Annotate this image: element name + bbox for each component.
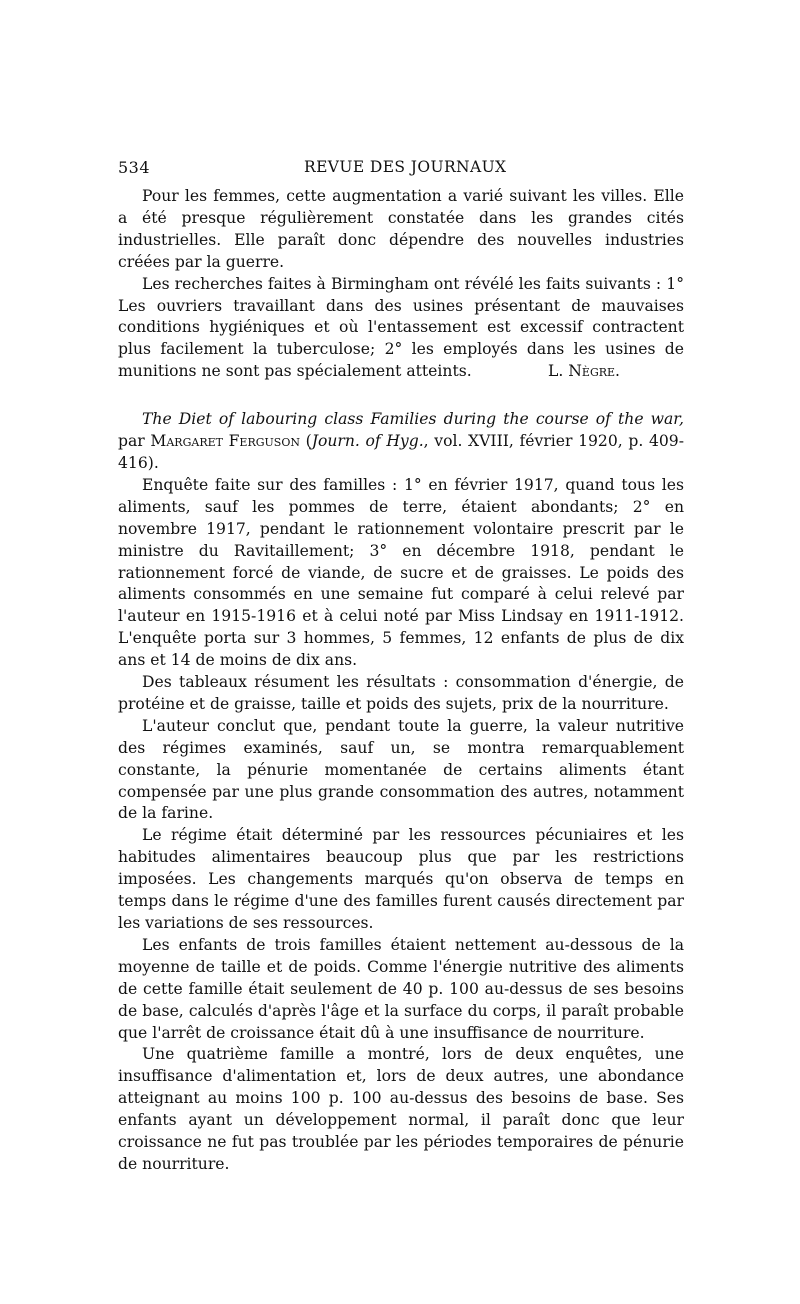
paragraph-survey-method: Enquête faite sur des familles : 1° en février 1917, quand tous les aliments, sauf les pommes de terre, étaient abondants; 2° en novembre 1917, pendant le rationnement volontaire prescrit par le ministre du Ravitaillement; 3° en décembre 1918, pendant le rationnement forcé de viande, de sucre et de graisses. Le poids des aliments consommés en une semaine fut comparé à celui relevé par l'auteur en 1915-1916 et à celui noté par Miss Lindsay en 1911-1912. L'enquête porta sur 3 hommes, 5 femmes, 12 enfants de plus de dix ans et 14 de moins de dix ans. — [118, 475, 684, 670]
paragraph-diet-determinants: Le régime était déterminé par les ressources pécuniaires et les habitudes alimentaires beaucoup plus que par les restrictions imposées. Les changements marqués qu'on observa de temps en temps dans le régime d'une des familles furent causés directement par les variations de ses ressources. — [118, 826, 684, 932]
journal-citation: , vol. XVIII, février 1920, p. 409-416). — [118, 432, 684, 472]
journal-page — [118, 158, 684, 1176]
paragraph-women-increase: Pour les femmes, cette augmentation a varié suivant les villes. Elle a été presque régulièrement constatée dans les grandes cités industrielles. Elle paraît donc dépendre des nouvelles industries créées par la guerre. — [118, 187, 684, 271]
paragraph-fourth-family: Une quatrième famille a montré, lors de deux enquêtes, une insuffisance d'alimentation et, lors de deux autres, une abondance atteignant au moins 100 p. 100 au-dessus des besoins de base. Ses enfants ayant un développement normal, il paraît donc que leur croissance ne fut pas troublée par les périodes temporaires de pénurie de nourriture. — [118, 1045, 684, 1173]
paragraph-author-conclusion: L'auteur conclut que, pendant toute la guerre, la valeur nutritive des régimes examinés, sauf un, se montra remarquablement constante, la pénurie momentanée de certains aliments étant compensée par une plus grande consommation des autres, notamment de la farine. — [118, 716, 684, 823]
journal-open: ( — [305, 432, 312, 451]
page-header — [118, 158, 684, 186]
paragraph-birmingham-findings — [118, 274, 684, 384]
review-heading — [118, 409, 684, 475]
paragraph-children-growth: Les enfants de trois familles étaient nettement au-dessous de la moyenne de taille et de poids. Comme l'énergie nutritive des aliments de cette famille était seulement de 40 p. 100 au-dessus de ses besoins de base, calculés d'après l'âge et la surface du corps, il paraît probable que l'arrêt de croissance était dû à une insuffisance de nourriture. — [118, 935, 684, 1042]
running-title: REVUE DES JOURNAUX — [304, 158, 507, 176]
birmingham-findings-text: Les recherches faites à Birmingham ont révélé les faits suivants : 1° Les ouvriers travaillant dans des usines présentant de mauvaises conditions hygiéniques et où l'entassement est excessif contractent plus facilement la tuberculose; 2° les employés dans les usines de munitions ne sont pas spécialement atteints. — [118, 274, 684, 381]
journal-name: Journ. of Hyg. — [311, 432, 424, 451]
page-number: 534 — [118, 158, 151, 177]
review-by: par — [118, 432, 145, 451]
article-title: The Diet of labouring class Families during the course of the war, — [142, 410, 684, 429]
author-signature: L. Nègre. — [548, 362, 620, 381]
paragraph-tables-summary: Des tableaux résument les résultats : consommation d'énergie, de protéine et de graisse, taille et poids des sujets, prix de la nourriture. — [118, 673, 684, 713]
article-author: Margaret Ferguson — [150, 432, 300, 451]
